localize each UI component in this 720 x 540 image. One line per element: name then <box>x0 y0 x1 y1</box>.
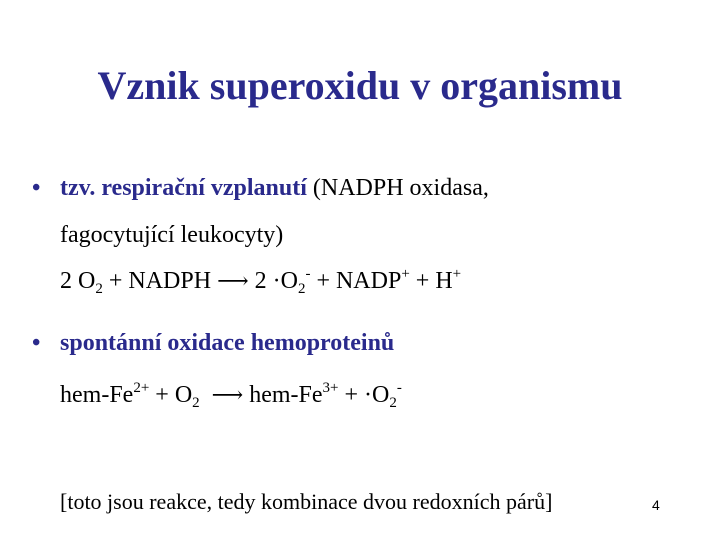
reactant-oxygen: + $O_2$ <box>149 382 200 411</box>
product-nadp: + NADP+ <box>310 266 410 294</box>
product-hem-fe3: hem-$Fe^{3+}$ <box>243 380 339 408</box>
bullet-continuation: fagocytující leukocyty) <box>60 222 284 248</box>
page-number: 4 <box>652 497 660 513</box>
product-superoxide: $2 \cdot O_2^-$ <box>248 266 311 297</box>
slide-title: Vznik superoxidu v organismu <box>97 63 623 108</box>
bullet-marker: • <box>32 175 41 201</box>
bullet-respiratory-burst <box>32 175 489 202</box>
reactant-oxygen: 2 $O_2$ <box>60 268 103 297</box>
footnote: [toto jsou reakce, tedy kombinace dvou redoxních párů] <box>60 489 553 514</box>
product-superoxide: + $\cdot O_2^-$ <box>338 380 402 411</box>
bullet-bold-text: tzv. respirační vzplanutí <box>60 175 307 201</box>
reaction-arrow-icon: ⟶ <box>211 383 244 408</box>
reactant-hem-fe2: hem-$Fe^{2+}$ <box>60 380 150 408</box>
reaction-nadph-oxidase <box>60 268 461 295</box>
product-proton: + H+ <box>409 266 462 294</box>
reactant-nadph: + NADPH <box>102 268 218 294</box>
bullet-normal-text: (NADPH oxidasa, <box>306 175 489 201</box>
reaction-hem-oxidation <box>60 382 402 409</box>
bullet-marker: • <box>32 330 41 356</box>
bullet-bold-text: spontánní oxidace hemoproteinů <box>60 330 395 356</box>
reaction-arrow-icon: ⟶ <box>217 269 249 294</box>
bullet-hemoprotein-oxidation <box>32 330 394 357</box>
